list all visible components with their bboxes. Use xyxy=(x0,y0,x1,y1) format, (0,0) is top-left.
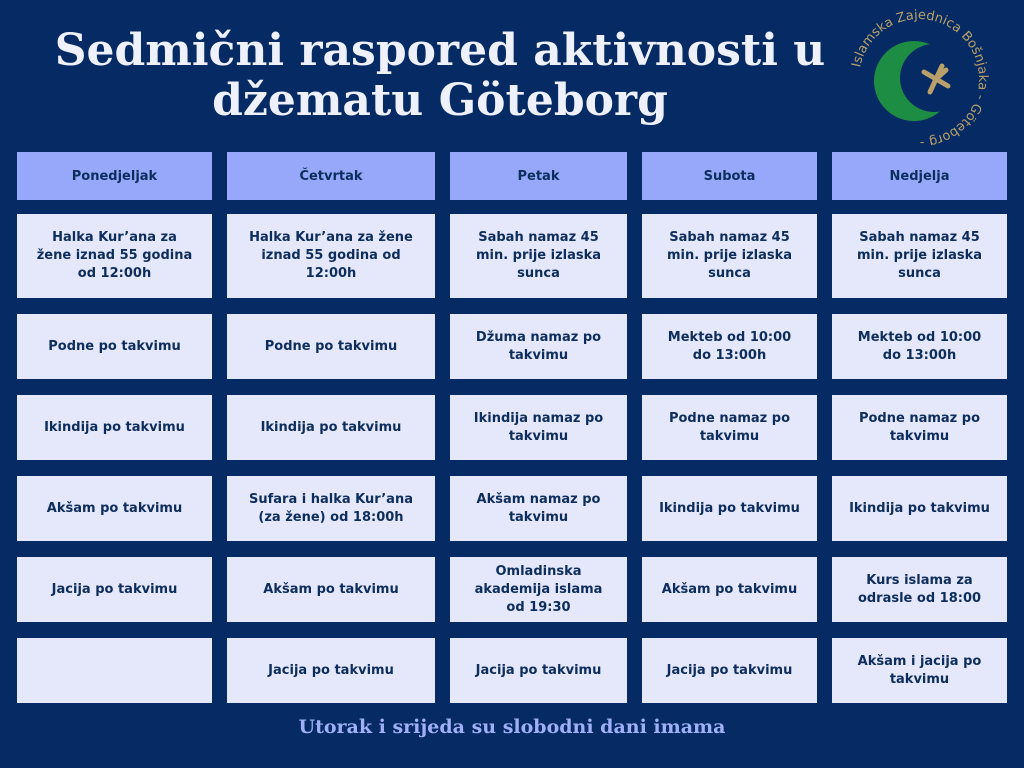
schedule-cell: Podne namaz po takvimu xyxy=(832,395,1007,460)
schedule-cell: Sabah namaz 45 min. prije izlaska sunca xyxy=(642,214,817,298)
schedule-cell: Ikindija po takvimu xyxy=(227,395,435,460)
day-header-ponedjeljak: Ponedjeljak xyxy=(17,152,212,200)
schedule-cell: Ikindija po takvimu xyxy=(832,476,1007,541)
schedule-cell: Sabah namaz 45 min. prije izlaska sunca xyxy=(832,214,1007,298)
footer-note: Utorak i srijeda su slobodni dani imama xyxy=(298,716,726,738)
schedule-cell: Akšam po takvimu xyxy=(227,557,435,622)
schedule-cell: Podne po takvimu xyxy=(17,314,212,379)
day-header-petak: Petak xyxy=(450,152,627,200)
schedule-cell: Mekteb od 10:00 do 13:00h xyxy=(832,314,1007,379)
schedule-cell: Jacija po takvimu xyxy=(450,638,627,703)
day-header-cetvrtak: Četvrtak xyxy=(227,152,435,200)
schedule-cell: Jacija po takvimu xyxy=(642,638,817,703)
logo xyxy=(848,8,990,150)
schedule-cell: Podne namaz po takvimu xyxy=(642,395,817,460)
schedule-cell: Džuma namaz po takvimu xyxy=(450,314,627,379)
day-header-nedjelja: Nedjelja xyxy=(832,152,1007,200)
day-header-subota: Subota xyxy=(642,152,817,200)
page-title: Sedmični raspored aktivnosti u džematu Göteborg xyxy=(54,25,826,126)
schedule-cell: Sabah namaz 45 min. prije izlaska sunca xyxy=(450,214,627,298)
schedule-cell: Omladinska akademija islama od 19:30 xyxy=(450,557,627,622)
schedule-cell: Kurs islama za odrasle od 18:00 xyxy=(832,557,1007,622)
schedule-cell: Akšam i jacija po takvimu xyxy=(832,638,1007,703)
schedule-cell: Halka Kur’ana za žene iznad 55 godina od 12:00h xyxy=(227,214,435,298)
logo-text: Islamska Zajednica Bošnjaka - Göteborg - xyxy=(849,8,990,150)
schedule-cell: Jacija po takvimu xyxy=(227,638,435,703)
schedule-cell: Ikindija namaz po takvimu xyxy=(450,395,627,460)
schedule-cell-empty xyxy=(17,638,212,703)
schedule-cell: Podne po takvimu xyxy=(227,314,435,379)
schedule-cell: Halka Kur’ana za žene iznad 55 godina od 12:00h xyxy=(17,214,212,298)
schedule-cell: Akšam po takvimu xyxy=(642,557,817,622)
schedule-cell: Ikindija po takvimu xyxy=(17,395,212,460)
schedule-cell: Akšam po takvimu xyxy=(17,476,212,541)
schedule-cell: Akšam namaz po takvimu xyxy=(450,476,627,541)
schedule-cell: Ikindija po takvimu xyxy=(642,476,817,541)
schedule-cell: Sufara i halka Kur’ana (za žene) od 18:00h xyxy=(227,476,435,541)
schedule-cell: Jacija po takvimu xyxy=(17,557,212,622)
crescent-star-icon xyxy=(874,41,968,121)
schedule-cell: Mekteb od 10:00 do 13:00h xyxy=(642,314,817,379)
